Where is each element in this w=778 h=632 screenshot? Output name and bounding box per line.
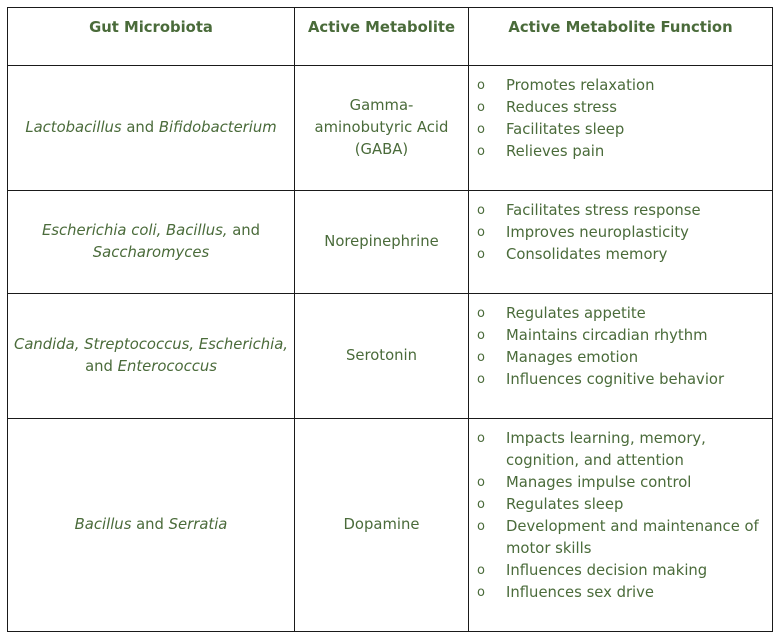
- active-metabolite-cell: Gamma- aminobutyric Acid (GABA): [295, 66, 469, 191]
- function-list-item: [469, 303, 768, 325]
- gut-microbiota-cell: [8, 419, 295, 632]
- genus-name: Candida, Streptococcus, Escherichia,: [14, 336, 288, 353]
- hollow-circle-bullet-icon: o: [477, 225, 485, 240]
- connector-text: and: [85, 358, 118, 375]
- active-metabolite-cell: Serotonin: [295, 294, 469, 419]
- genus-name: Escherichia coli, Bacillus,: [41, 222, 228, 239]
- header-gut-microbiota: Gut Microbiota: [8, 8, 295, 66]
- hollow-circle-bullet-icon: o: [477, 585, 485, 600]
- function-list-item: [469, 75, 768, 97]
- connector-text: and: [227, 222, 261, 239]
- hollow-circle-bullet-icon: o: [477, 372, 485, 387]
- function-list-item: [469, 97, 768, 119]
- gut-microbiota-cell: [8, 294, 295, 419]
- function-list-item: [469, 472, 768, 494]
- metabolite-function-cell: [469, 191, 773, 294]
- hollow-circle-bullet-icon: o: [477, 100, 485, 115]
- gut-microbiota-cell: [8, 66, 295, 191]
- function-text: Development and maintenance of motor skills: [506, 518, 759, 557]
- function-list-item: [469, 244, 768, 266]
- function-text: Promotes relaxation: [506, 77, 655, 94]
- function-list: [469, 428, 768, 604]
- hollow-circle-bullet-icon: o: [477, 563, 485, 578]
- genus-name: Saccharomyces: [92, 244, 210, 261]
- genus-name: Enterococcus: [117, 358, 217, 375]
- connector-text: and: [131, 516, 169, 533]
- hollow-circle-bullet-icon: o: [477, 78, 485, 93]
- function-text: Influences sex drive: [506, 584, 655, 601]
- function-list-item: [469, 428, 768, 472]
- function-list-item: [469, 516, 768, 560]
- hollow-circle-bullet-icon: o: [477, 247, 485, 262]
- table-row: [8, 66, 773, 191]
- function-text: Facilitates sleep: [506, 121, 625, 138]
- hollow-circle-bullet-icon: o: [477, 475, 485, 490]
- genus-name: Lactobacillus: [25, 119, 122, 136]
- function-list-item: [469, 494, 768, 516]
- function-list-item: [469, 582, 768, 604]
- hollow-circle-bullet-icon: o: [477, 144, 485, 159]
- function-text: Manages impulse control: [506, 474, 692, 491]
- function-text: Regulates sleep: [506, 496, 624, 513]
- function-list-item: [469, 141, 768, 163]
- header-metabolite-function: Active Metabolite Function: [469, 8, 773, 66]
- hollow-circle-bullet-icon: o: [477, 350, 485, 365]
- header-active-metabolite: Active Metabolite: [295, 8, 469, 66]
- function-text: Influences cognitive behavior: [506, 371, 725, 388]
- function-list-item: [469, 200, 768, 222]
- hollow-circle-bullet-icon: o: [477, 431, 485, 446]
- function-text: Facilitates stress response: [506, 202, 701, 219]
- function-text: Impacts learning, memory, cognition, and attention: [506, 430, 706, 469]
- hollow-circle-bullet-icon: o: [477, 306, 485, 321]
- metabolite-function-cell: [469, 66, 773, 191]
- function-text: Consolidates memory: [506, 246, 668, 263]
- hollow-circle-bullet-icon: o: [477, 122, 485, 137]
- function-list-item: [469, 347, 768, 369]
- function-text: Regulates appetite: [506, 305, 646, 322]
- function-list-item: [469, 222, 768, 244]
- function-list-item: [469, 560, 768, 582]
- hollow-circle-bullet-icon: o: [477, 519, 485, 534]
- function-list: [469, 303, 768, 391]
- gut-microbiota-cell: [8, 191, 295, 294]
- header-row: [8, 8, 773, 66]
- hollow-circle-bullet-icon: o: [477, 328, 485, 343]
- active-metabolite-cell: Norepinephrine: [295, 191, 469, 294]
- table-row: [8, 419, 773, 632]
- microbiota-metabolite-table: [7, 7, 773, 632]
- function-list-item: [469, 325, 768, 347]
- function-text: Influences decision making: [506, 562, 708, 579]
- connector-text: and: [121, 119, 159, 136]
- active-metabolite-cell: Dopamine: [295, 419, 469, 632]
- function-text: Manages emotion: [506, 349, 639, 366]
- function-text: Maintains circadian rhythm: [506, 327, 708, 344]
- table-row: [8, 191, 773, 294]
- metabolite-function-cell: [469, 294, 773, 419]
- hollow-circle-bullet-icon: o: [477, 203, 485, 218]
- hollow-circle-bullet-icon: o: [477, 497, 485, 512]
- function-text: Relieves pain: [506, 143, 605, 160]
- function-list: [469, 200, 768, 266]
- genus-name: Bacillus: [74, 516, 132, 533]
- function-list-item: [469, 369, 768, 391]
- function-list: [469, 75, 768, 163]
- genus-name: Bifidobacterium: [158, 119, 277, 136]
- function-text: Reduces stress: [506, 99, 617, 116]
- function-text: Improves neuroplasticity: [506, 224, 689, 241]
- genus-name: Serratia: [168, 516, 228, 533]
- table-row: [8, 294, 773, 419]
- function-list-item: [469, 119, 768, 141]
- metabolite-function-cell: [469, 419, 773, 632]
